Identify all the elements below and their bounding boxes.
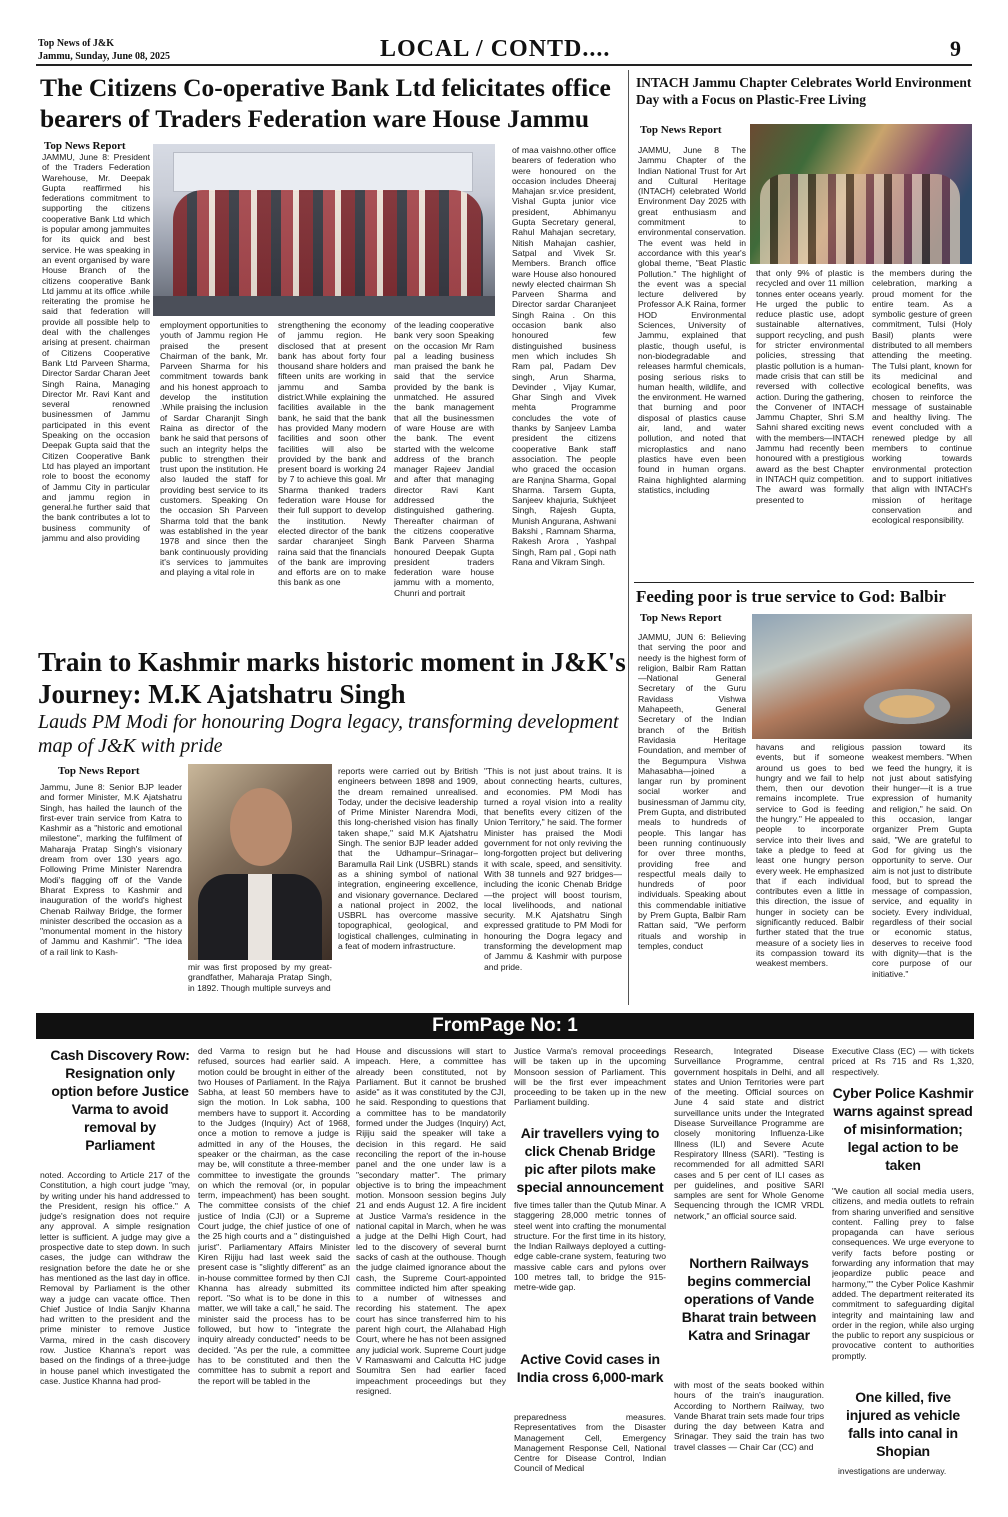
- covid-headline: Active Covid cases in India cross 6,000-mark: [516, 1351, 664, 1385]
- train-photo: [188, 764, 332, 960]
- cyber-police-body: "We caution all social media users, citizens, and media outlets to refrain from sharing unverified and sensitive content. Falling prey to false propaganda can have serious consequences. We urge everyone to verify facts before posting or forwarding any information that may jeopardize public peace and harmony,"" the Cyber Police Kashmir added. The department reiterated its commitment to safeguarding digital integrity and maintaining law and order in the region, while also urging the public to report any suspicious or provocative content to authorities promptly.: [832, 1186, 974, 1361]
- cyber-police-headline: Cyber Police Kashmir warns against spread of misinformation; legal action to be taken: [832, 1085, 974, 1173]
- justice-varma-headline: Cash Discovery Row: Resignation only option before Justice Varma to avoid removal by Parliament: [50, 1047, 190, 1153]
- train-headline: Train to Kashmir marks historic moment in J&K's Journey: M.K Ajatshatru Singh: [38, 647, 626, 709]
- feeding-headline: Feeding poor is true service to God: Balbir: [636, 587, 946, 606]
- bank-col-5: of maa vaishno.other office bearers of federation who were honoured on the occasion includes Dheeraj Mahajan sr.vice president, Vishal Gupta junior vice president, Abhimanyu Gupta Secretary general, Rahul Mahajan secretary, Nitish Mahajan cashier, Satpal and Vivek Sr. Members. Branch office ware House also honoured newly elected chairman Sh Parveen Sharma and Director sardar Charanjeet Singh Raina . On this occasion bank also honoured few distinguished business men which includes Sh Ram pal, Padam Dev singh, Arun Sharma, Devinder , Vijay Kumar, Ghar Singh and Vivek mehta Programme concludes the vote of thanks by Sanjeev Lamba president the citizens cooperative Bank staff association. The people who graced the occasion are Ranjna Sharma, Gopal Sharma. Tarsem Gupta, Sanjeev khajuria, Sukhjeet Singh, Rajesh Gupta, Munish Angurana, Ashwani Bakshi , Ramnam Sharma, Rakesh Arora , Yashpal Singh, Ram pal , Gopi nath Rana and Vikram Singh.: [512, 145, 616, 567]
- chenab-pic-body: five times taller than the Qutub Minar. A staggering 28,000 metric tonnes of steel went into crafting the monumental structure. For the first time in its history, the Indian Railways deployed a cutting-edge cable-crane system, featuring two massive cable cars and pylons over 100 metres tall, to bridge the 915-metre-wide gap.: [514, 1200, 666, 1293]
- bank-photo-banner: [173, 152, 473, 192]
- bank-photo: [153, 144, 495, 316]
- train-col-2: mir was first proposed by my great-grandfather, Maharaja Pratap Singh, in 1892. Though multiple surveys and: [188, 962, 332, 993]
- train-subhead: Lauds PM Modi for honouring Dogra legacy, transforming development map of J&K with pride: [38, 711, 619, 757]
- bank-col-3: strengthening the economy of jammu region. He disclosed that at present bank has about forty four thousand share holders and fifteen units are working in jammu and Samba district.While explaining the facilities available in the bank, he said that the bank has provided Many modern facilities and soon other facilities will also be provided by the bank and present board is working 24 by 7 to achieve this goal. Mr Sharma thanked traders federation ware House for their full support to develop the institution. Newly elected director of the bank sardar charanjeet Singh raina said that the financials of the bank are improving and efforts are on to make this bank as one: [278, 320, 386, 588]
- feeding-photo-pots: [852, 684, 962, 729]
- bank-col-2: employment opportunities to youth of Jammu region He praised the present Chairman of the bank, Mr. Parveen Sharma for his commitment towards bank and his honest approach to develop the institution .While praising the inclusion of Sardar Charanjit Singh Raina as director of the bank he said that persons of such an integrity helps the public to strengthen their trust upon the institution. He also lauded the staff for providing best service to its customers. Speaking On the occasion Sh Parveen Sharma told that the bank was established in the year 1978 and since then the bank continuously providing it's services to jammuites and playing a vital role in: [160, 320, 268, 578]
- bank-headline: The Citizens Co-operative Bank Ltd felicitates office bearers of Traders Federation ware House Jammu: [40, 73, 611, 133]
- feeding-col-1: JAMMU, JUN 6: Believing that serving the poor and needy is the highest form of religion, Balbir Ram Rattan—National General Secretary of the Guru Ravidass Vishwa Mahapeeth, General Secretary of the Indian branch of the British Ravidasia Heritage Foundation, and member of the Begumpura Vishwa Mahasabha—joined a langar run by prominent social worker and businessman of Jammu city, Prem Gupta, and distributed meals to hundreds of people. This langar has been running continuously for over three months, providing free and respectful meals daily to hundreds of poor individuals. Speaking about this commendable initiative by Prem Gupta, Balbir Ram Rattan said, "We perform rituals and worship in temples, conduct: [638, 632, 746, 951]
- shopian-body: investigations are underway.: [838, 1466, 947, 1476]
- masthead-dateline: Jammu, Sunday, June 08, 2025: [38, 51, 170, 62]
- vande-bharat-cont: Executive Class (EC) — with tickets priced at Rs 715 and Rs 1,320, respectively.: [832, 1046, 974, 1077]
- feeding-byline: Top News Report: [640, 612, 722, 624]
- covid-col-1: preparedness measures. Representatives from the Disaster Management Cell, Emergency Management Response Cell, National Centre for Disease Control, Indian Council of Medical: [514, 1412, 666, 1474]
- covid-col-2: Research, Integrated Disease Surveillance Programme, central government hospitals in Delhi, and all states and Union Territories were part of the meeting. Official sources on June 4 said state and district surveillance units under the Integrated Disease Surveillance Programme are closely monitoring Influenza-Like Illness (ILI) and Severe Acute Respiratory Illness (SARI). "Testing is recommended for all admitted SARI cases and 5 per cent of ILI cases as per guidelines, and positive SARI samples are sent for Whole Genome Sequencing through the ICMR VRDL network," an official source said.: [674, 1046, 824, 1221]
- from-page-banner-text: FromPage No: 1: [432, 1015, 578, 1036]
- justice-varma-col-1: noted. According to Article 217 of the Constitution, a high court judge "may, by writing under his hand addressed to the President, resign his office." A judge's resignation does not require any approval. A simple resignation letter is sufficient. A judge may give a prospective date to step down. In such cases, the judge can withdraw the resignation before the date he or she has mentioned as the last day in office. Removal by Parliament is the other way a judge can vacate office. Then Chief Justice of India Sanjiv Khanna had written to the president and the prime minister to remove Justice Varma, mired in the cash discovery row. Justice Khanna's report was based on the findings of a three-judge in house panel which investigated the case. Justice Khanna had prod-: [40, 1170, 190, 1386]
- justice-varma-col-3: House and discussions will start to impeach. Here, a committee has already been constituted, not by Parliament. But it cannot be brushed aside" as it was constituted by the CJI, he said. Responding to questions that a committee has to be mandatorily formed under the Judges (Inquiry) Act, Rijiju said the speaker will take a decision in this regard. He said reconciling the report of the in-house panel and the one under law is a "secondary matter". The primary objective is to bring the impeachment motion. Monsoon session begins July 21 and ends August 12. A fire incident at Justice Varma's residence in the national capital in March, when he was a judge at the Delhi High Court, had led to the discovery of several burnt sacks of cash at the outhouse. Though the judge claimed ignorance about the cash, the Supreme Court-appointed committee indicted him after speaking to a number of witnesses and recording his statement. The apex court has since transferred him to his parent high court, the Allahabad High Court, where he has not been assigned any judicial work. Supreme Court judge V Ramaswami and Calcutta HC judge Soumitra Sen had earlier faced impeachment proceedings but they resigned.: [356, 1046, 506, 1396]
- shopian-headline: One killed, five injured as vehicle falls into canal in Shopian: [846, 1389, 960, 1459]
- intach-col-2: that only 9% of plastic is recycled and over 11 million tonnes enter oceans yearly. He urged the public to reduce plastic use, adopt sustainable alternatives, support recycling, and push for stricter environmental policies, stressing that plastic pollution is a human-made crisis that can still be reversed with collective action. During the gathering, the Convener of INTACH Jammu Chapter, Shri S.M Sahni shared exciting news with the members—INTACH Jammu had recently been honoured with a prestigious award as the best Chapter in INTACH quiz competition. The award was formally presented to: [756, 268, 864, 505]
- train-col-1: Jammu, June 8: Senior BJP leader and former Minister, M.K Ajatshatru Singh, has hailed the launch of the first-ever train service from Katra to Kashmir as a "historic and emotional milestone", marking the fulfilment of Maharaja Pratap Singh's visionary dream from over 130 years ago. Following Prime Minister Narendra Modi's flagging off of the Vande Bharat Express to Kashmir and inauguration of the world's highest Chenab Railway Bridge, the former minister described the occasion as a "monumental moment in the history of Jammu and Kashmir". "The idea of a rail link to Kash-: [40, 782, 182, 957]
- masthead-paper-name: Top News of J&K: [38, 38, 115, 49]
- page-number: 9: [950, 36, 961, 61]
- divider-bank-intach: [628, 70, 629, 650]
- bank-col-1: JAMMU, June 8: President of the Traders Federation Warehouse, Mr. Deepak Gupta reaffirmed his federations commitment to supporting the citizens cooperative Bank Ltd which is popular among jammuites for its quick and best service. He was speaking in an event organised by ware House Branch of the citizens cooperative Bank Ltd jammu at its office .while reiterating the promise he said that federation will provide all possible help to deal with the challenges arising at present. chairman of Citizens Cooperative Bank Ltd Parveen Sharma, Director Sardar Charan Jeet Singh Raina, Managing Director Mr. Ravi Kant and several renowned businessmen of Jammu participated in this event Speaking on the occasion Deepak Gupta said that the Citizen Cooperative Bank Ltd has played an important role to boost the economy of Jammu City in particular and jammu region in general.he further said that the bank contributes a lot to business community of jammu and also providing: [42, 152, 150, 543]
- vande-bharat-body: with most of the seats booked within hours of the train's inauguration. According to Northern Railway, two Vande Bharat train sets made four trips during the day between Katra and Srinagar. They said the train has two travel classes — Chair Car (CC) and: [674, 1380, 824, 1452]
- chenab-pic-headline: Air travellers vying to click Chenab Bridge pic after pilots make special announcement: [516, 1125, 664, 1195]
- intach-byline: Top News Report: [640, 124, 722, 136]
- feeding-col-2: havans and religious events, but if someone around us goes to bed hungry and we fail to help them, then our devotion remains incomplete. True service to God is feeding the hungry." He appealed to people to incorporate service into their lives and take a pledge to feed at least one hungry person every week. He emphasized that if each individual contributes even a little in this direction, the issue of hunger in society can be significantly reduced. Balbir further stated that the true measure of a society lies in its compassion toward its weakest members.: [756, 742, 864, 969]
- justice-varma-col-4: Justice Varma's removal proceedings will be taken up in the upcoming Monsoon session of Parliament. This will be the first ever impeachment proceeding to be taken up in the new Parliament building.: [514, 1046, 666, 1108]
- intach-headline: INTACH Jammu Chapter Celebrates World Environment Day with a Focus on Plastic-Free Living: [636, 75, 972, 107]
- intach-col-3: the members during the celebration, marking a proud moment for the entire team. As a symbolic gesture of green commitment, Tulsi (Holy Basil) plants were distributed to all members attending the meeting. The Tulsi plant, known for its medicinal and ecological benefits, was chosen to reinforce the message of sustainable and healthy living. The event concluded with a renewed pledge by all members to continue working towards environmental protection and to support initiatives that align with INTACH's mission of heritage conservation and ecological responsibility.: [872, 268, 972, 526]
- feeding-col-3: passion toward its weakest members. "When we feed the hungry, it is not just about satisfying their hunger—it is a true expression of humanity and religion," he said. On this occasion, langar organizer Prem Gupta said, "We are grateful to God for giving us the opportunity to serve. Our aim is not just to distribute food, but to spread the message of compassion, service, and equality in society. Every individual, regardless of their social or economic status, deserves to receive food with dignity—that is the core purpose of our initiative.": [872, 742, 972, 979]
- bank-photo-group: [173, 190, 483, 300]
- intach-photo: [750, 124, 972, 264]
- vande-bharat-headline: Northern Railways begins commercial operations of Vande Bharat train between Katra and Srinagar: [681, 1255, 817, 1343]
- section-title: LOCAL / CONTD....: [380, 36, 611, 62]
- intach-col-1: JAMMU, June 8 The Jammu Chapter of the Indian National Trust for Art and Cultural Heritage (INTACH) celebrated World Environment Day 2025 with great enthusiasm and commitment to environmental conservation. The event was held in accordance with this year's global theme, "Beat Plastic Pollution." The highlight of the event was a special lecture delivered by Professor A.K Raina, former HOD Environmental Sciences, University of Jammu, explained that plastic, though useful, is non-biodegradable and releases harmful chemicals, posing serious risks to human health, wildlife, and the environment. He warned that burning and poor disposal of plastics cause air, land, and water pollution, and noted that microplastics and nano plastics have even been found in human organs. Raina highlighted alarming statistics, including: [638, 145, 746, 495]
- intach-photo-people: [760, 174, 960, 264]
- feeding-photo: [752, 614, 972, 739]
- bank-byline: Top News Report: [44, 140, 126, 152]
- divider-train-feeding: [628, 650, 629, 1005]
- bank-photo-floor: [153, 296, 495, 316]
- train-byline: Top News Report: [58, 765, 140, 777]
- train-photo-shirt: [248, 874, 272, 960]
- masthead-rule: [36, 64, 972, 66]
- train-col-4: "This is not just about trains. It is about connecting hearts, cultures, and economies. PM Modi has turned a royal vision into a reality that benefits every citizen of the Union Territory," he said. The former Minister has praised the Modi government for not only reviving the long-forgotten project but delivering it with scale, speed, and sensitivity. With 38 tunnels and 927 bridges—including the iconic Chenab Bridge—the project will boost tourism, local livelihoods, and national security. M.K Ajatshatru Singh expressed gratitude to PM Modi for honouring the Dogra legacy and transforming the development map of Jammu & Kashmir with purpose and pride.: [484, 766, 622, 972]
- train-col-3: reports were carried out by British engineers between 1898 and 1909, the dream remained unrealised. Today, under the decisive leadership of Prime Minister Narendra Modi, this long-cherished vision has finally taken shape," said M.K Ajatshatru Singh. The senior BJP leader added that the Udhampur–Srinagar–Baramulla Rail Link (USBRL) stands as a shining symbol of national integration, engineering excellence, and visionary governance. Declared a national project in 2002, the USBRL has overcome massive topographical, geological, and logistical challenges, culminating in a feat of modern infrastructure.: [338, 766, 478, 952]
- train-photo-face: [230, 788, 292, 866]
- bank-col-4: of the leading cooperative bank very soon Speaking on the occasion Mr Ram pal a leading business man praised the bank he said that the service provided by the bank is unmatched. He assured the bank management that all the businessmen of ware House are with the bank. The event started with the welcome address of the branch manager Rajeev Jandial and after that managing director Ravi Kant addressed the distinguished gathering. Thereafter chairman of the citizens cooperative Bank Parveen Sharma honoured Deepak Gupta president traders federation ware house jammu with a momento, Chunri and portrait: [394, 320, 494, 598]
- intach-bottom-rule: [634, 582, 974, 583]
- justice-varma-col-2: ded Varma to resign but he had refused, sources had earlier said. A motion could be brought in either of the two Houses of Parliament. In the Rajya Sabha, at least 50 members have to sign the motion. In Lok sabha, 100 members have to support it. According to the Judges (Inquiry) Act of 1968, once a motion to remove a judge is admitted in any of the Houses, the speaker or the chairman, as the case may be, will constitute a three-member committee to investigate the grounds on which the removal (or, in popular term, impeachment) has been sought. The committee consists of the chief justice of India (CJI) or a Supreme Court judge, the chief justice of one of the 25 high courts and a " distinguished jurist". Parliamentary Affairs Minister Kiren Rijiju had last week said the present case is "slightly different" as an in-house committee formed by then CJI Khanna has already submitted its report. "So what is to be done in this matter, we will take a call," he said. The minister said the process has to be followed, but how to "integrate the inquiry already conducted" needs to be decided. "As per the rule, a committee has to be constituted and then the committee has to submit a report and the report will be tabled in the: [198, 1046, 350, 1386]
